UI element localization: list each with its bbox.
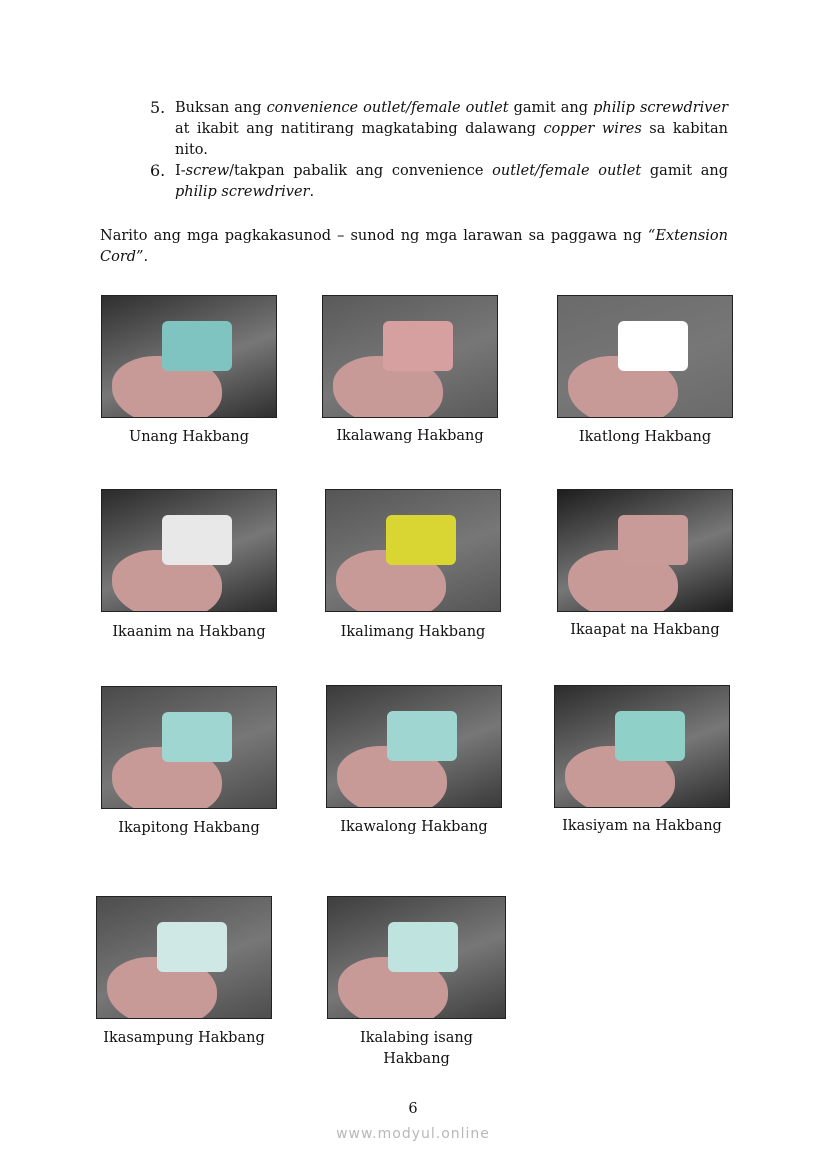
step-caption: Ikalabing isang Hakbang bbox=[360, 1030, 473, 1067]
page-number: 6 bbox=[408, 1101, 418, 1117]
step-caption: Ikapitong Hakbang bbox=[118, 820, 260, 836]
device-shape bbox=[386, 515, 456, 565]
watermark: www.modyul.online bbox=[336, 1126, 490, 1142]
device-shape bbox=[157, 922, 227, 972]
step-caption: Ikawalong Hakbang bbox=[340, 819, 488, 835]
step-caption: Ikasiyam na Hakbang bbox=[562, 818, 722, 834]
device-shape bbox=[162, 712, 232, 762]
device-shape bbox=[388, 922, 458, 972]
step-caption: Ikalawang Hakbang bbox=[336, 428, 484, 444]
step-photo bbox=[327, 896, 506, 1019]
step-photo bbox=[557, 295, 733, 418]
step-caption: Unang Hakbang bbox=[128, 429, 250, 445]
step-text: I-screw/takpan pabalik ang convenience outlet/female outlet gamit ang philip screwdriver. bbox=[175, 163, 729, 200]
step-text: Buksan ang convenience outlet/female outlet gamit ang philip screwdriver at ikabit ang natitirang magkatabing dalawang copper wires sa kabitan nito. bbox=[175, 100, 728, 158]
step-photo bbox=[554, 685, 730, 808]
step-caption: Ikatlong Hakbang bbox=[578, 429, 712, 445]
device-shape bbox=[615, 711, 685, 761]
step-caption: Ikaapat na Hakbang bbox=[570, 622, 720, 638]
step-photo bbox=[322, 295, 498, 418]
step-photo bbox=[325, 489, 501, 612]
device-shape bbox=[618, 321, 688, 371]
step-6 bbox=[150, 161, 728, 203]
step-photo bbox=[101, 489, 277, 612]
intro-paragraph: Narito ang mga pagkakasunod – sunod ng mga larawan sa paggawa ng “Extension Cord”. bbox=[100, 228, 728, 265]
device-shape bbox=[618, 515, 688, 565]
step-caption: Ikalimang Hakbang bbox=[340, 624, 486, 640]
step-caption: Ikaanim na Hakbang bbox=[112, 624, 266, 640]
step-number: 5. bbox=[150, 98, 166, 117]
step-caption: Ikasampung Hakbang bbox=[103, 1030, 265, 1046]
step-photo bbox=[557, 489, 733, 612]
device-shape bbox=[387, 711, 457, 761]
step-5 bbox=[150, 98, 728, 161]
step-photo bbox=[101, 295, 277, 418]
device-shape bbox=[162, 515, 232, 565]
step-photo bbox=[326, 685, 502, 808]
step-photo bbox=[101, 686, 277, 809]
step-photo bbox=[96, 896, 272, 1019]
step-number: 6. bbox=[150, 161, 166, 180]
device-shape bbox=[383, 321, 453, 371]
device-shape bbox=[162, 321, 232, 371]
